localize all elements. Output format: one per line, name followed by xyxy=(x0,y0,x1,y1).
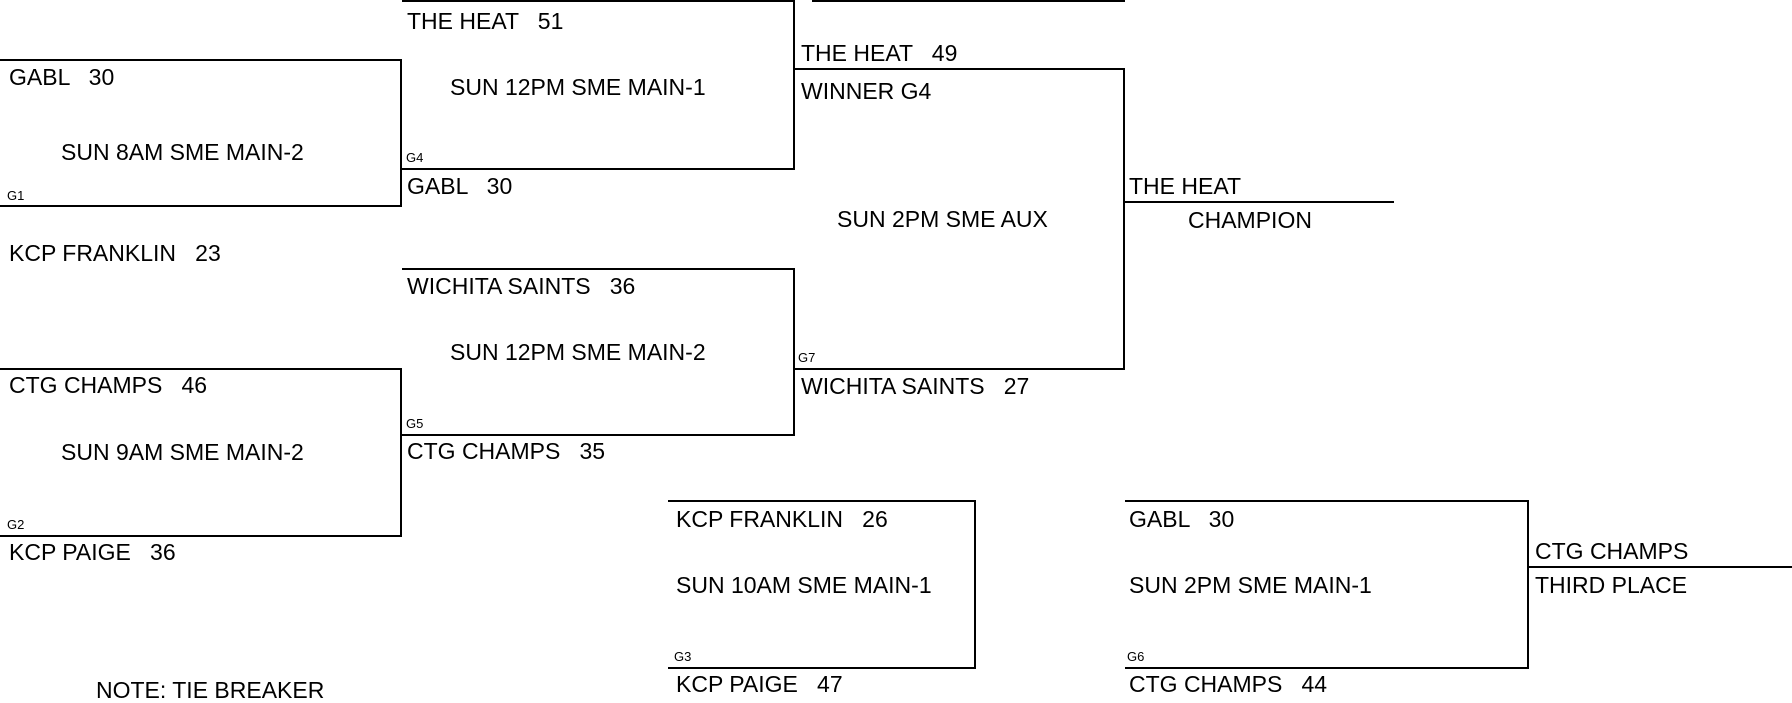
g3-bottom-line xyxy=(668,667,976,669)
g7-connector xyxy=(1123,68,1125,370)
g1-connector xyxy=(400,59,402,207)
g1-game-label: G1 xyxy=(7,188,25,203)
g7-game-info: SUN 2PM SME AUX xyxy=(837,206,1048,232)
g4-top-line xyxy=(402,0,795,2)
g4-game-info: SUN 12PM SME MAIN-1 xyxy=(450,74,706,100)
g2-game-label: G2 xyxy=(7,517,25,532)
g1-game-info: SUN 8AM SME MAIN-2 xyxy=(61,139,304,165)
g1-top-line xyxy=(0,59,402,61)
g3-game-info: SUN 10AM SME MAIN-1 xyxy=(676,572,932,598)
g3-top-line xyxy=(668,500,976,502)
g5-team-top: WICHITA SAINTS 36 xyxy=(407,273,636,299)
g5-connector xyxy=(793,268,795,436)
g3-connector xyxy=(974,500,976,669)
g6-team-top: GABL 30 xyxy=(1129,506,1235,532)
g1-bottom-line xyxy=(0,205,402,207)
g3-team-bottom: KCP PAIGE 47 xyxy=(676,671,843,697)
g6-bottom-line xyxy=(1125,667,1529,669)
top-edge-line xyxy=(812,0,1125,2)
g4-connector xyxy=(793,0,795,170)
third-place-title: THIRD PLACE xyxy=(1535,572,1688,598)
g4-game-label: G4 xyxy=(406,150,424,165)
g7-top-result: THE HEAT 49 xyxy=(801,40,958,66)
tie-breaker-note: NOTE: TIE BREAKER xyxy=(96,677,325,703)
g5-game-label: G5 xyxy=(406,416,424,431)
g6-game-info: SUN 2PM SME MAIN-1 xyxy=(1129,572,1372,598)
g2-team-top: CTG CHAMPS 46 xyxy=(9,372,208,398)
third-place-line xyxy=(1529,566,1792,568)
g6-top-line xyxy=(1125,500,1529,502)
g4-team-top: THE HEAT 51 xyxy=(407,8,564,34)
g6-game-label: G6 xyxy=(1127,649,1145,664)
g4-bottom-line xyxy=(402,168,795,170)
g2-connector xyxy=(400,368,402,537)
champion-title: CHAMPION xyxy=(1188,207,1312,233)
third-place-team: CTG CHAMPS xyxy=(1535,538,1689,564)
g1-team-bottom: KCP FRANKLIN 23 xyxy=(9,240,221,266)
g5-top-line xyxy=(402,268,795,270)
g6-team-bottom: CTG CHAMPS 44 xyxy=(1129,671,1328,697)
g2-game-info: SUN 9AM SME MAIN-2 xyxy=(61,439,304,465)
g5-team-bottom: CTG CHAMPS 35 xyxy=(407,438,606,464)
g2-top-line xyxy=(0,368,402,370)
g6-connector xyxy=(1527,500,1529,669)
g2-team-bottom: KCP PAIGE 36 xyxy=(9,539,176,565)
g3-team-top: KCP FRANKLIN 26 xyxy=(676,506,888,532)
g5-game-info: SUN 12PM SME MAIN-2 xyxy=(450,339,706,365)
g4-team-bottom: GABL 30 xyxy=(407,173,513,199)
champion-line xyxy=(1125,201,1394,203)
g7-game-label: G7 xyxy=(798,350,816,365)
g1-team-top: GABL 30 xyxy=(9,64,115,90)
g7-team-bottom: WICHITA SAINTS 27 xyxy=(801,373,1030,399)
champion-team: THE HEAT xyxy=(1129,173,1242,199)
g2-bottom-line xyxy=(0,535,402,537)
g3-game-label: G3 xyxy=(674,649,692,664)
g5-bottom-line xyxy=(402,434,795,436)
g7-top-line xyxy=(795,68,1125,70)
g7-bottom-line xyxy=(795,368,1125,370)
g7-top-slot: WINNER G4 xyxy=(801,78,932,104)
